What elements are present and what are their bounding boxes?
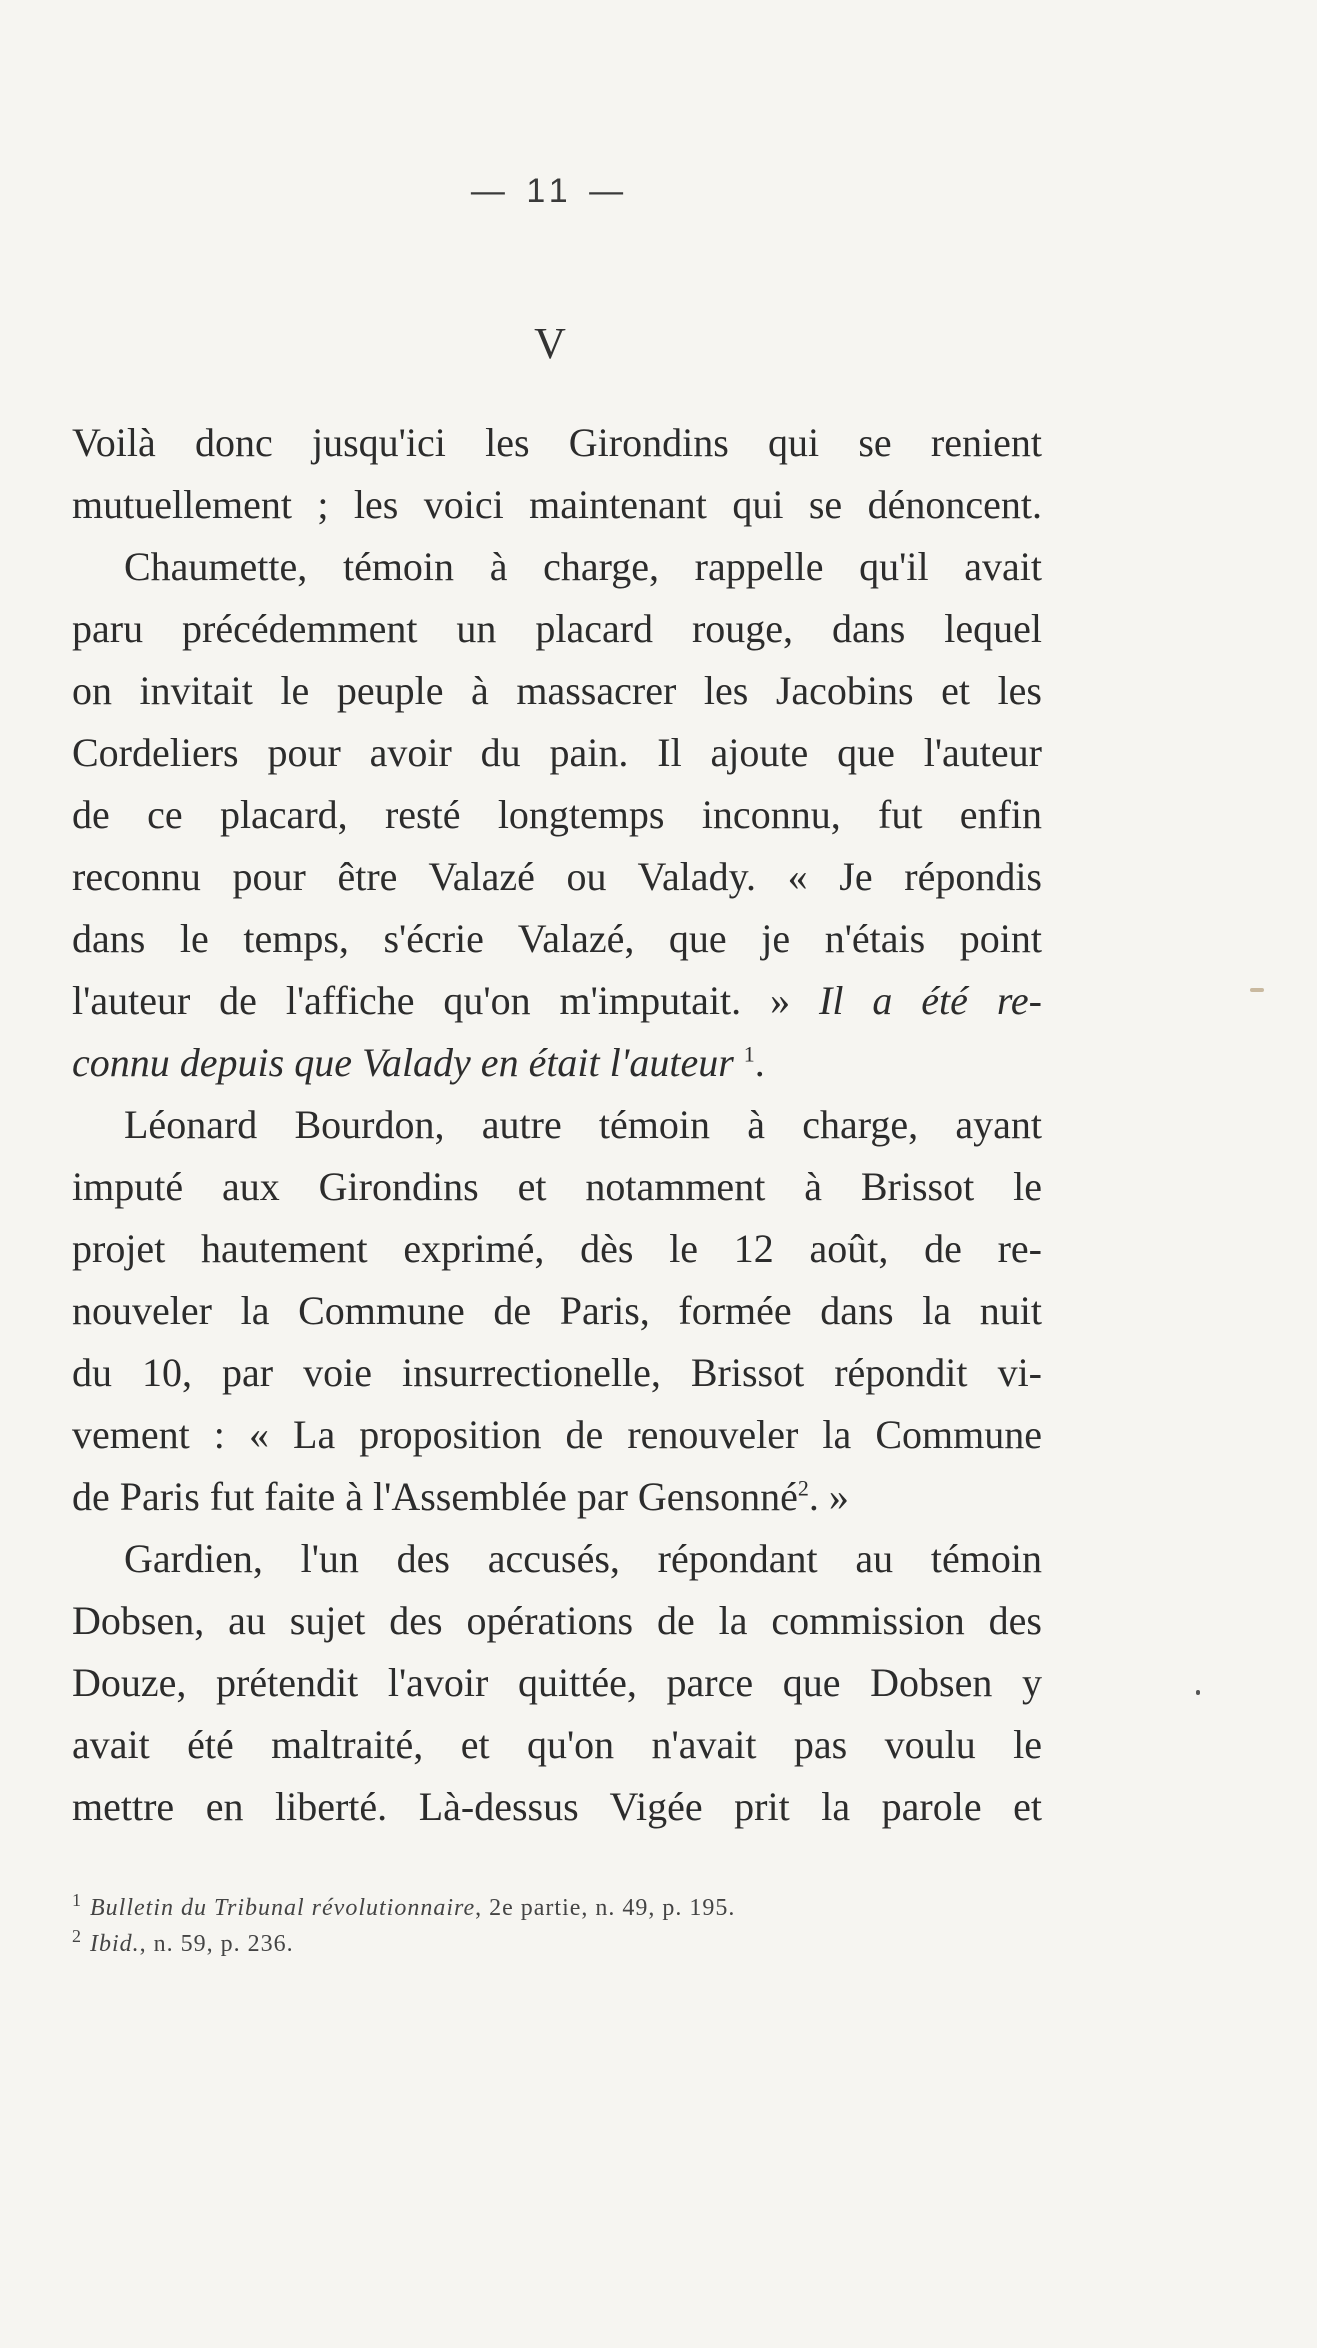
text-line: mutuellement ; les voici maintenant qui se dénoncent. — [72, 482, 1042, 527]
footnote — [72, 1926, 1042, 1962]
paper-speck — [1196, 1690, 1200, 1695]
italic-quote: Il a été re- — [819, 978, 1042, 1023]
paragraph-start-line: Gardien, l'un des accusés, répondant au témoin — [124, 1536, 1042, 1581]
text-line: reconnu pour être Valazé ou Valady. « Je répondis — [72, 854, 1042, 899]
page-number: — 11 — — [470, 172, 630, 210]
footnote-ref[interactable]: 1 — [743, 1041, 755, 1067]
text-line: Voilà donc jusqu'ici les Girondins qui se renient — [72, 420, 1042, 465]
footnote-source: Bulletin du Tribunal révolutionnaire — [90, 1895, 476, 1921]
text-line: paru précédemment un placard rouge, dans lequel — [72, 606, 1042, 651]
text-line: Dobsen, au sujet des opérations de la commission des — [72, 1598, 1042, 1643]
paragraph-start-line: Léonard Bourdon, autre témoin à charge, ayant — [124, 1102, 1042, 1147]
text-line: mettre en liberté. Là-dessus Vigée prit la parole et — [72, 1784, 1042, 1829]
footnote-source: Ibid. — [90, 1931, 140, 1957]
paper-speck — [1250, 988, 1264, 992]
footnote-detail: , 2e partie, n. 49, p. 195. — [475, 1895, 736, 1921]
text-line: Cordeliers pour avoir du pain. Il ajoute que l'auteur — [72, 730, 1042, 775]
text-line: Douze, prétendit l'avoir quittée, parce que Dobsen y — [72, 1660, 1042, 1705]
footnote-number: 2 — [72, 1926, 82, 1946]
text-line: imputé aux Girondins et notamment à Brissot le — [72, 1164, 1042, 1209]
body-text — [72, 412, 1042, 1838]
text-line: projet hautement exprimé, dès le 12 août, de re- — [72, 1226, 1042, 1271]
text-line: avait été maltraité, et qu'on n'avait pas voulu le — [72, 1722, 1042, 1767]
text-line: on invitait le peuple à massacrer les Jacobins et les — [72, 668, 1042, 713]
text-line: vement : « La proposition de renouveler la Commune — [72, 1412, 1042, 1457]
text-line: du 10, par voie insurrectionelle, Brissot répondit vi- — [72, 1350, 1042, 1395]
footnote — [72, 1890, 1042, 1926]
paragraph-start-line: Chaumette, témoin à charge, rappelle qu'il avait — [124, 544, 1042, 589]
text-line: de ce placard, resté longtemps inconnu, fut enfin — [72, 792, 1042, 837]
text-line: de Paris fut faite à l'Assemblée par Gensonné$^2$. » — [72, 1474, 849, 1519]
footnote-ref[interactable]: 2 — [797, 1475, 809, 1501]
text-line: nouveler la Commune de Paris, formée dans la nuit — [72, 1288, 1042, 1333]
footnote-number: 1 — [72, 1890, 82, 1910]
footnotes — [72, 1890, 1042, 1962]
section-heading: V — [534, 319, 566, 368]
text-line: connu depuis que Valady en était l'auteur $^1$. — [72, 1040, 765, 1085]
italic-quote: connu depuis que Valady en était l'auteur — [72, 1040, 734, 1085]
footnote-detail: , n. 59, p. 236. — [139, 1931, 294, 1957]
text-line: l'auteur de l'affiche qu'on m'imputait. » Il a été re- — [72, 978, 1042, 1023]
text-line: dans le temps, s'écrie Valazé, que je n'étais point — [72, 916, 1042, 961]
